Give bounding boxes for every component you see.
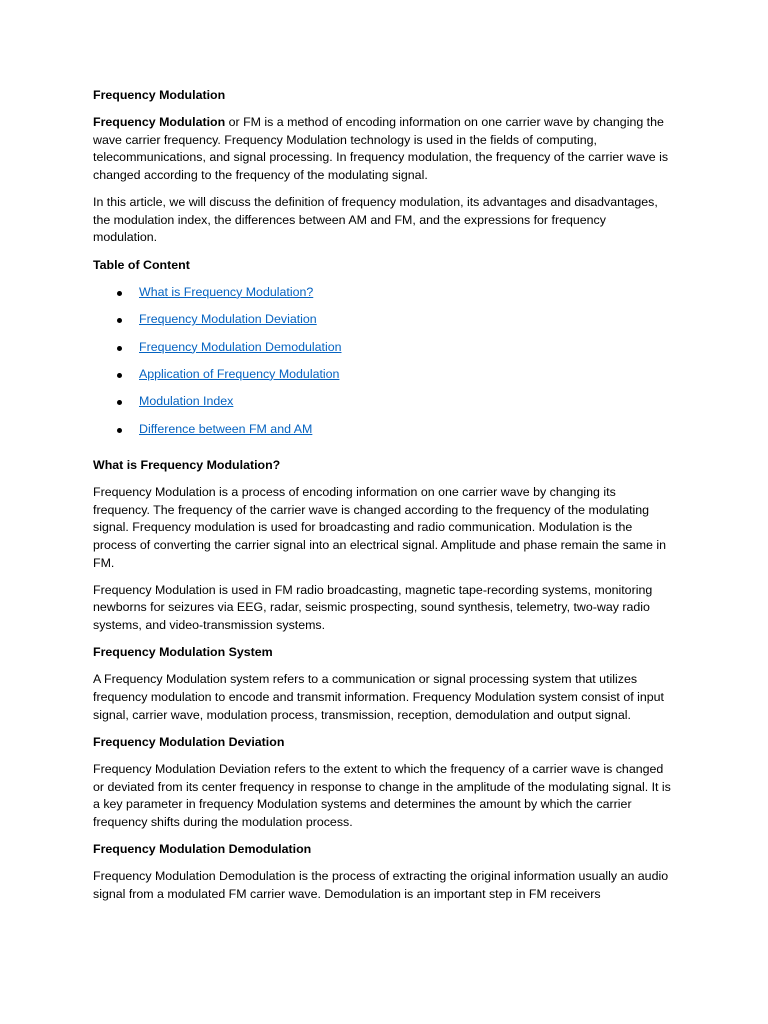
bullet-icon: [117, 428, 122, 433]
intro-paragraph: [93, 114, 672, 184]
intro-bold-lead: Frequency Modulation: [93, 115, 226, 130]
section-paragraph: Frequency Modulation is used in FM radio broadcasting, magnetic tape-recording systems, monitoring newborns for seizures via EEG, radar, seismic prospecting, sound synthesis, telemetry, two-way radio systems, and video-transmission systems.: [93, 582, 653, 632]
toc-heading: Table of Content: [93, 257, 190, 272]
toc-item: [93, 393, 672, 420]
section-paragraph: A Frequency Modulation system refers to a communication or signal processing system that utilizes frequency modulation to encode and transmit information. Frequency Modulation system consist of input signal, carrier wave, modulation process, transmission, reception, demodulation and output signal.: [93, 672, 664, 722]
bullet-icon: [117, 400, 122, 405]
toc-item: [93, 339, 672, 366]
toc-item: [93, 284, 672, 311]
toc-link-demodulation[interactable]: Frequency Modulation Demodulation: [139, 339, 342, 354]
toc-link-modulation-index[interactable]: Modulation Index: [139, 394, 234, 409]
document-title: Frequency Modulation: [93, 88, 226, 102]
section-heading-what-is-fm: What is Frequency Modulation?: [93, 458, 281, 473]
section-paragraph: Frequency Modulation Demodulation is the process of extracting the original information usually an audio signal from a modulated FM carrier wave. Demodulation is an important step in FM receivers: [93, 869, 669, 901]
intro-text: or FM is a method of encoding information on one carrier wave by changing the wave carrier frequency. Frequency Modulation technology is used in the fields of computing, telecommunications, and signal processing. In frequency modulation, the frequency of the carrier wave is changed according to the frequency of the modulating signal.: [93, 115, 669, 182]
toc-item: [93, 421, 672, 448]
toc-link-deviation[interactable]: Frequency Modulation Deviation: [139, 312, 317, 327]
bullet-icon: [117, 373, 122, 378]
table-of-contents: [93, 284, 672, 448]
toc-link-what-is-fm[interactable]: What is Frequency Modulation?: [139, 284, 314, 299]
bullet-icon: [117, 318, 122, 323]
section-heading-demodulation: Frequency Modulation Demodulation: [93, 841, 312, 856]
section-paragraph: Frequency Modulation is a process of encoding information on one carrier wave by changing its frequency. The frequency of the carrier wave is changed according to the frequency of the modulating signal. Frequency modulation is used for broadcasting and radio communication. Modulation is the process of converting the carrier signal into an electrical signal. Amplitude and phase remain the same in FM.: [93, 485, 667, 570]
section-paragraph: Frequency Modulation Deviation refers to the extent to which the frequency of a carrier wave is changed or deviated from its center frequency in response to change in the amplitude of the modulating signal. It is a key parameter in frequency Modulation systems and determines the amount by which the carrier frequency shifts during the modulation process.: [93, 761, 671, 829]
bullet-icon: [117, 291, 122, 296]
section-heading-deviation: Frequency Modulation Deviation: [93, 734, 285, 749]
section-heading-fm-system: Frequency Modulation System: [93, 645, 273, 660]
toc-link-application[interactable]: Application of Frequency Modulation: [139, 366, 340, 381]
toc-item: [93, 366, 672, 393]
toc-item: [93, 311, 672, 338]
toc-link-fm-vs-am[interactable]: Difference between FM and AM: [139, 421, 313, 436]
bullet-icon: [117, 346, 122, 351]
intro-paragraph-2: In this article, we will discuss the definition of frequency modulation, its advantages and disadvantages, the modulation index, the differences between AM and FM, and the expressions for frequency modulation.: [93, 195, 658, 245]
